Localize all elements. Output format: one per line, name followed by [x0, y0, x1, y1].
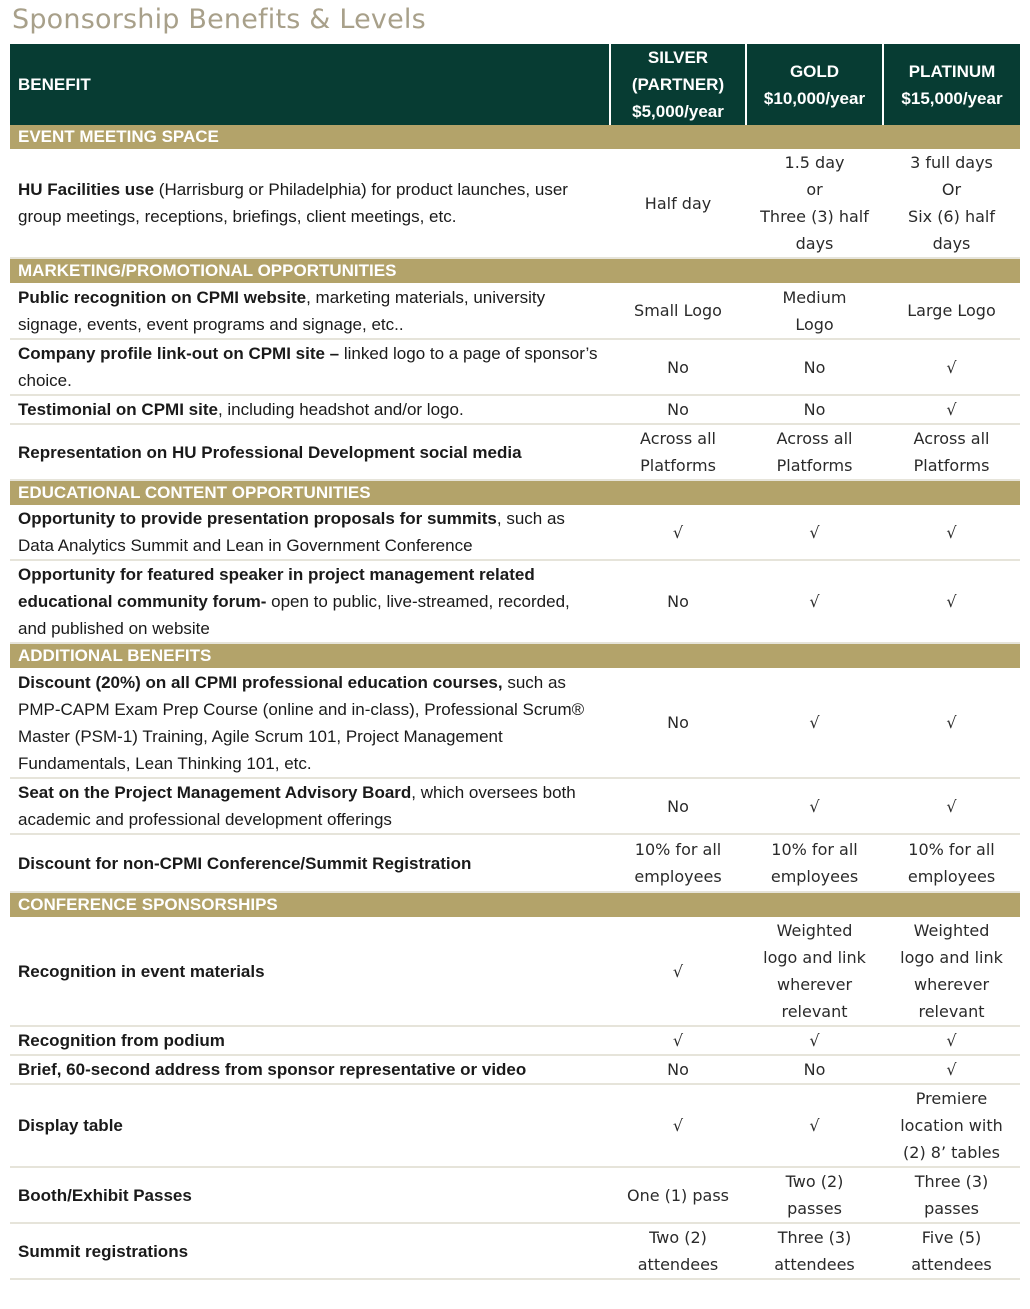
value-line: No — [667, 400, 689, 419]
platinum-value — [883, 560, 1020, 643]
benefit-cell — [10, 395, 610, 424]
value-line: √ — [672, 961, 684, 981]
benefit-name: Brief, 60-second address from sponsor representative or video — [18, 1060, 527, 1079]
platinum-value — [883, 1084, 1020, 1167]
value-line: One (1) pass — [626, 1185, 730, 1205]
benefit-name: Display table — [18, 1116, 123, 1135]
table-row — [10, 424, 1020, 480]
benefit-description: , including headshot and/or logo. — [217, 400, 464, 419]
value-line: attendees — [774, 1255, 855, 1274]
value-line: Five (5) — [921, 1228, 982, 1247]
header-row — [10, 44, 1020, 125]
table-row — [10, 917, 1020, 1026]
platinum-value — [883, 505, 1020, 560]
benefit-name: Representation on HU Professional Development social media — [18, 442, 522, 462]
gold-value — [746, 505, 883, 560]
table-row — [10, 1055, 1020, 1084]
table-row — [10, 560, 1020, 643]
benefit-name: Recognition from podium — [18, 1031, 225, 1050]
table-row — [10, 283, 1020, 339]
benefit-description: linked logo to a page of sponsor’s choice. — [18, 344, 598, 390]
silver-value — [610, 1055, 746, 1084]
value-line: Three (3) half — [760, 207, 869, 226]
section-title: EVENT MEETING SPACE — [10, 125, 1020, 149]
value-line: relevant — [781, 1002, 848, 1021]
value-line: √ — [809, 1116, 820, 1135]
benefit-column-header: BENEFIT — [10, 44, 610, 125]
silver-value — [610, 505, 746, 560]
benefit-name: Recognition in event materials — [18, 961, 265, 981]
silver-value — [610, 339, 746, 395]
benefit-cell — [10, 917, 610, 1026]
benefit-name: Discount for non-CPMI Conference/Summit Registration — [18, 853, 472, 873]
platinum-value — [883, 283, 1020, 339]
gold-value — [746, 834, 883, 892]
value-line: days — [932, 234, 971, 253]
value-line: wherever — [776, 975, 853, 994]
gold-value — [746, 283, 883, 339]
value-line: days — [795, 234, 834, 253]
benefit-cell — [10, 1055, 610, 1084]
gold-value — [746, 1026, 883, 1055]
value-line: passes — [924, 1199, 979, 1218]
value-line: Across all — [776, 429, 853, 448]
section-header — [10, 643, 1020, 668]
value-line: √ — [946, 1060, 957, 1079]
value-line: location with — [900, 1116, 1003, 1135]
page-title: Sponsorship Benefits & Levels — [12, 4, 426, 35]
value-line: Weighted — [776, 921, 853, 940]
platinum-value — [883, 834, 1020, 892]
value-line: No — [667, 1060, 689, 1079]
value-line: 3 full days — [910, 153, 993, 172]
gold-value — [746, 560, 883, 643]
gold-value — [746, 424, 883, 480]
gold-value — [746, 1055, 883, 1084]
platinum-value — [883, 1167, 1020, 1223]
gold-value — [746, 1167, 883, 1223]
silver-value — [610, 149, 746, 258]
section-title: EDUCATIONAL CONTENT OPPORTUNITIES — [10, 480, 1020, 505]
value-line: No — [667, 592, 689, 611]
gold-value — [746, 149, 883, 258]
section-title: ADDITIONAL BENEFITS — [10, 643, 1020, 668]
benefit-cell — [10, 1026, 610, 1055]
benefit-name: Company profile link-out on CPMI site – — [18, 344, 340, 363]
table-row — [10, 668, 1020, 778]
benefit-cell — [10, 424, 610, 480]
benefit-description: (Harrisburg or Philadelphia) for product launches, user group meetings, receptions, briefings, client meetings, etc. — [18, 180, 568, 226]
value-line: 10% for all — [634, 840, 722, 859]
benefits-table — [10, 44, 1020, 1280]
benefit-description: open to public, live-streamed, recorded, and published on website — [18, 592, 570, 638]
value-line: passes — [787, 1199, 842, 1218]
value-line: √ — [809, 592, 820, 611]
benefit-cell — [10, 1167, 610, 1223]
platinum-value — [883, 395, 1020, 424]
table-row — [10, 395, 1020, 424]
benefit-cell — [10, 1084, 610, 1167]
benefit-name: Testimonial on CPMI site — [18, 400, 218, 419]
value-line: Half day — [644, 193, 712, 213]
value-line: No — [667, 796, 689, 816]
value-line: √ — [672, 1031, 684, 1050]
platinum-column-header: PLATINUM $15,000/year — [883, 44, 1020, 125]
value-line: Three (3) — [914, 1172, 989, 1191]
silver-value — [610, 1084, 746, 1167]
benefit-description: , marketing materials, university signage, events, event programs and signage, etc.. — [18, 287, 546, 334]
value-line: Across all — [640, 429, 716, 448]
value-line: Medium — [782, 287, 847, 307]
value-line: Three (3) — [777, 1228, 852, 1247]
value-line: √ — [672, 1116, 684, 1135]
benefit-name: Opportunity to provide presentation proposals for summits — [18, 509, 497, 528]
silver-value — [610, 1223, 746, 1279]
benefit-name: Seat on the Project Management Advisory Board — [18, 783, 412, 802]
value-line: √ — [946, 522, 957, 542]
table-row — [10, 505, 1020, 560]
table-row — [10, 834, 1020, 892]
value-line: No — [803, 1060, 826, 1079]
benefit-name: Opportunity for featured speaker in project management related educational community forum- — [18, 565, 535, 611]
benefit-cell — [10, 339, 610, 395]
value-line: Logo — [795, 314, 834, 334]
value-line: employees — [770, 867, 859, 886]
gold-value — [746, 1084, 883, 1167]
value-line: 1.5 day — [784, 153, 845, 172]
benefit-name: Summit registrations — [18, 1241, 189, 1261]
value-line: Or — [941, 180, 962, 199]
value-line: relevant — [918, 1002, 985, 1021]
benefit-cell — [10, 560, 610, 643]
section-title: MARKETING/PROMOTIONAL OPPORTUNITIES — [10, 258, 1020, 283]
benefit-cell — [10, 505, 610, 560]
value-line: (2) 8’ tables — [903, 1143, 1000, 1162]
section-header — [10, 258, 1020, 283]
silver-value — [610, 778, 746, 834]
table-row — [10, 778, 1020, 834]
table-body — [10, 125, 1020, 1279]
value-line: √ — [672, 522, 684, 542]
gold-value — [746, 339, 883, 395]
value-line: employees — [634, 867, 722, 886]
value-line: Two (2) — [785, 1172, 844, 1191]
value-line: No — [667, 713, 689, 732]
benefit-description: , which oversees both academic and professional development offerings — [18, 783, 576, 829]
silver-value — [610, 1026, 746, 1055]
benefit-cell — [10, 1223, 610, 1279]
value-line: √ — [946, 400, 957, 419]
value-line: attendees — [637, 1255, 719, 1274]
benefit-name: HU Facilities use — [18, 180, 155, 199]
platinum-value — [883, 424, 1020, 480]
value-line: Small Logo — [634, 301, 722, 320]
value-line: Platforms — [776, 456, 853, 475]
value-line: Six (6) half — [908, 207, 995, 226]
value-line: 10% for all — [771, 840, 858, 859]
silver-value — [610, 1167, 746, 1223]
silver-value — [610, 424, 746, 480]
platinum-value — [883, 1055, 1020, 1084]
value-line: Platforms — [913, 456, 990, 475]
value-line: Across all — [913, 429, 990, 448]
value-line: wherever — [913, 975, 990, 994]
table-row — [10, 1084, 1020, 1167]
table-row — [10, 149, 1020, 258]
benefit-cell — [10, 283, 610, 339]
silver-column-header: SILVER (PARTNER) $5,000/year — [610, 44, 746, 125]
value-line: √ — [946, 357, 957, 377]
table-row — [10, 339, 1020, 395]
value-line: Platforms — [640, 456, 716, 475]
value-line: employees — [907, 867, 996, 886]
benefit-name: Discount (20%) on all CPMI professional education courses, — [18, 672, 503, 692]
value-line: √ — [946, 1031, 957, 1050]
platinum-value — [883, 149, 1020, 258]
value-line: √ — [946, 713, 957, 732]
silver-value — [610, 560, 746, 643]
silver-value — [610, 395, 746, 424]
silver-value — [610, 283, 746, 339]
value-line: √ — [809, 1031, 820, 1050]
gold-value — [746, 778, 883, 834]
platinum-value — [883, 339, 1020, 395]
table-row — [10, 1223, 1020, 1279]
value-line: Weighted — [913, 921, 990, 940]
section-title: CONFERENCE SPONSORSHIPS — [10, 892, 1020, 917]
platinum-value — [883, 1026, 1020, 1055]
benefit-description: , such as Data Analytics Summit and Lean in Government Conference — [18, 509, 565, 555]
platinum-value — [883, 778, 1020, 834]
table-row — [10, 1167, 1020, 1223]
value-line: Large Logo — [907, 301, 996, 320]
value-line: or — [806, 180, 823, 199]
gold-column-header: GOLD $10,000/year — [746, 44, 883, 125]
benefit-cell — [10, 668, 610, 778]
value-line: logo and link — [763, 948, 866, 967]
value-line: Premiere — [915, 1089, 988, 1108]
value-line: √ — [809, 522, 820, 542]
gold-value — [746, 917, 883, 1026]
platinum-value — [883, 668, 1020, 778]
value-line: No — [803, 357, 826, 377]
value-line: attendees — [911, 1255, 992, 1274]
gold-value — [746, 1223, 883, 1279]
value-line: No — [667, 357, 689, 377]
benefit-name: Public recognition on CPMI website — [18, 287, 307, 307]
value-line: 10% for all — [908, 840, 995, 859]
value-line: No — [803, 400, 826, 419]
table-row — [10, 1026, 1020, 1055]
section-header — [10, 892, 1020, 917]
value-line: logo and link — [900, 948, 1003, 967]
value-line: √ — [809, 713, 820, 732]
silver-value — [610, 917, 746, 1026]
section-header — [10, 125, 1020, 149]
value-line: √ — [809, 796, 820, 816]
silver-value — [610, 834, 746, 892]
benefit-cell — [10, 834, 610, 892]
benefit-cell — [10, 778, 610, 834]
platinum-value — [883, 1223, 1020, 1279]
value-line: Two (2) — [649, 1228, 707, 1247]
gold-value — [746, 395, 883, 424]
benefit-description: such as PMP-CAPM Exam Prep Course (online and in-class), Professional Scrum® Master (PSM-1) Training, Agile Scrum 101, Project Management Fundamentals, Lean Thinking 101, etc. — [18, 672, 585, 773]
value-line: √ — [946, 796, 957, 816]
benefit-cell — [10, 149, 610, 258]
silver-value — [610, 668, 746, 778]
gold-value — [746, 668, 883, 778]
value-line: √ — [946, 592, 957, 611]
benefit-name: Booth/Exhibit Passes — [18, 1185, 192, 1205]
section-header — [10, 480, 1020, 505]
platinum-value — [883, 917, 1020, 1026]
